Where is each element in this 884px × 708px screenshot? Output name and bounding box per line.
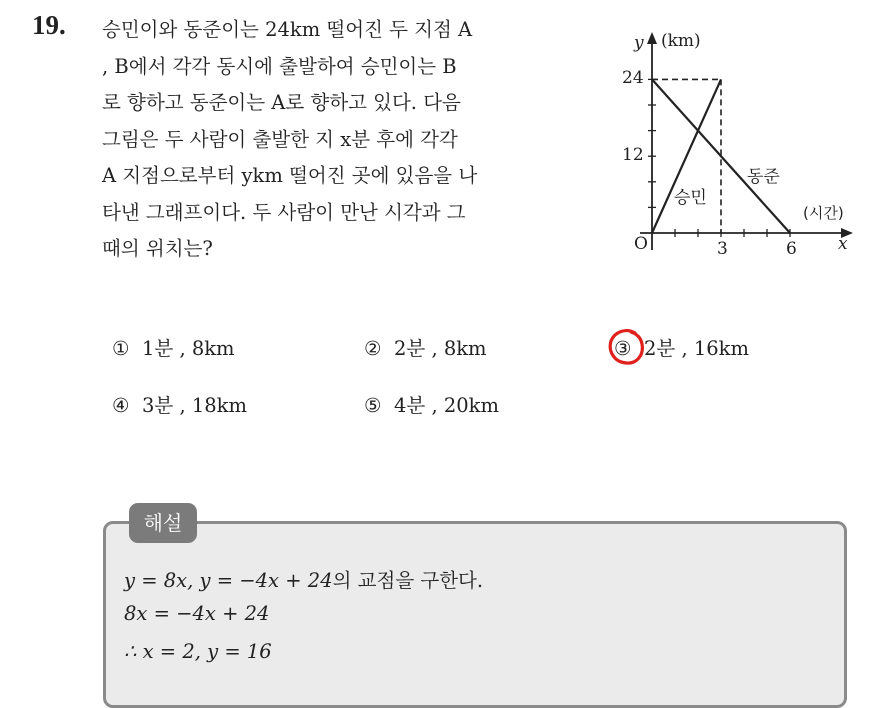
question-text [102,12,592,268]
solution-line-1-text: 의 교점을 구한다. [332,569,484,592]
question-number: 19. [32,10,66,40]
y-axis-unit: (km) [661,31,701,51]
solution-result: ∴ x = 2, y = 16 [124,640,272,663]
series-label-seungmin: 승민 [674,188,707,208]
solution-equation: 8x = −4x + 24 [124,602,270,625]
solution-tab: 해설 [129,503,197,543]
question-line: 때의 위치는? [102,237,213,260]
choice-mark: ② [364,337,382,360]
choice-text: 2분 , 16km [644,337,749,360]
choice-text: 1분 , 8km [142,337,235,360]
distance-time-graph [600,22,860,262]
solution-line-3 [124,640,272,663]
solution-line-1 [124,565,483,593]
question-line: 로 향하고 동준이는 A로 향하고 있다. 다음 [102,91,461,114]
series-label-dongjun: 동준 [747,167,780,187]
x-tick-label-3: 3 [717,239,728,259]
choice-1[interactable] [112,333,235,361]
choice-text: 4분 , 20km [394,394,499,417]
choice-text: 2분 , 8km [394,337,487,360]
choice-mark: ⑤ [364,394,382,417]
question-line: 그림은 두 사람이 출발한 지 x분 후에 각각 [102,127,458,151]
y-tick-label-24: 24 [622,68,644,88]
choice-text: 3분 , 18km [142,394,247,417]
y-axis-arrow [647,32,657,44]
question-line: 승민이와 동준이는 24km 떨어진 두 지점 A [102,18,473,41]
x-axis-label: x [838,234,848,254]
series-line-seungmin [652,79,721,233]
y-axis-label: y [634,33,644,53]
answer-circle-mark [607,327,647,367]
choice-2[interactable] [364,333,487,361]
choice-mark: ③ [614,337,632,360]
choice-4[interactable] [112,390,247,418]
x-tick-label-6: 6 [786,239,797,259]
choice-5[interactable] [364,390,499,418]
question-line: , B에서 각각 동시에 출발하여 승민이는 B [102,54,457,78]
origin-label: O [634,234,648,254]
y-tick-label-12: 12 [622,145,644,165]
choice-mark: ① [112,337,130,360]
x-axis-unit: (시간) [803,204,844,222]
question-line: A 지점으로부터 ykm 떨어진 곳에 있음을 나 [102,164,478,187]
question-line: 타낸 그래프이다. 두 사람이 만난 시각과 그 [102,200,466,224]
choice-mark: ④ [112,394,130,417]
solution-equations: y = 8x, y = −4x + 24 [124,569,333,592]
solution-line-2 [124,602,269,625]
